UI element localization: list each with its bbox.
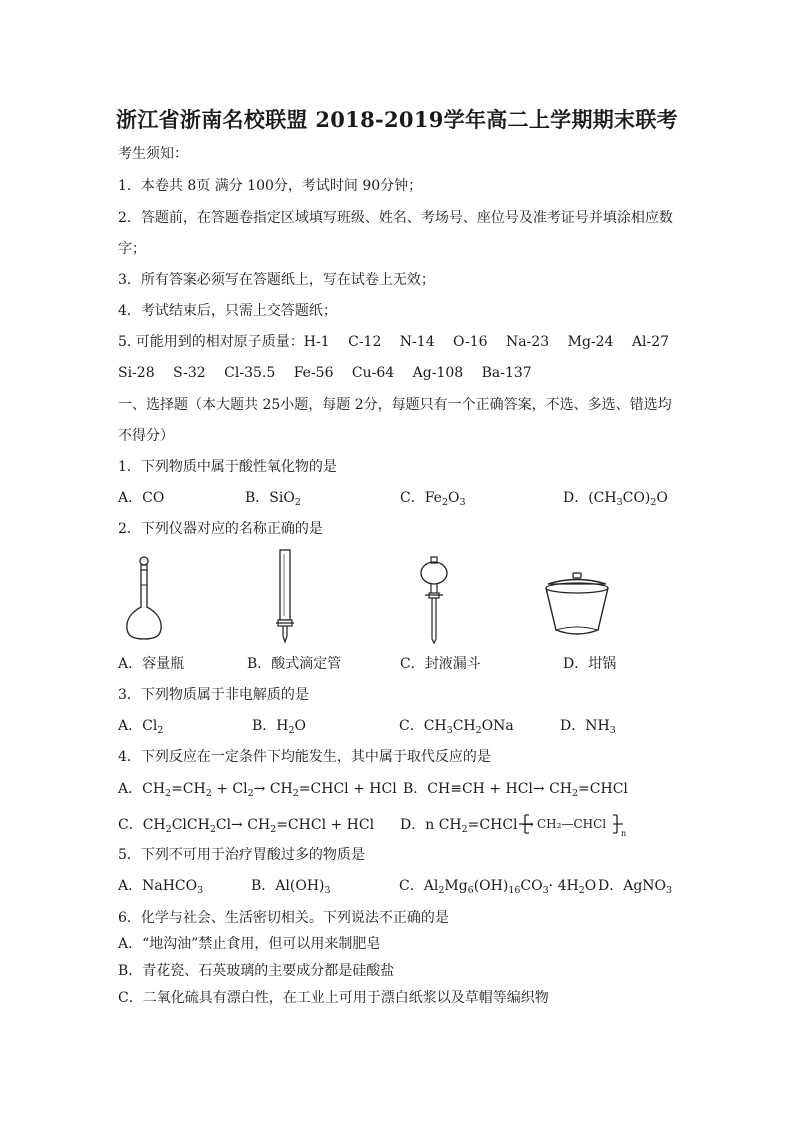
q2-option-c: C．封液漏斗: [400, 656, 481, 672]
notice-item-4: 4．考试结束后，只需上交答题纸；: [118, 303, 337, 319]
q5-option-d: D．AgNO$_3$: [598, 878, 673, 896]
polymer-repeat-unit: CH₂—CHCl: [537, 817, 607, 831]
notice-heading: 考生须知：: [118, 146, 188, 162]
q2-stem: 2．下列仪器对应的名称正确的是: [118, 521, 323, 537]
q1-option-d: D．$(CH_3CO)_2O$: [563, 490, 668, 508]
q1-option-a: A．CO: [118, 490, 165, 506]
q3-option-d: D．$NH_3$: [560, 718, 616, 736]
polymer-n: n: [621, 829, 627, 838]
q5-option-b: B．$Al(OH)_3$: [251, 878, 331, 896]
volumetric-flask-icon: [122, 555, 166, 641]
q3-stem: 3．下列物质属于非电解质的是: [118, 687, 309, 703]
q3-option-c: C．$CH_3CH_2ONa$: [399, 718, 514, 736]
notice-item-5: 5. 可能用到的相对原子质量：H-1 C-12 N-14 O-16 Na-23 Mg-24 Al-27: [118, 334, 670, 350]
exam-title: 浙江省浙南名校联盟 2018-2019学年高二上学期期末联考: [116, 107, 678, 132]
section-heading: 一、选择题（本大题共 25小题，每题 2分，每题只有一个正确答案，不选、多选、错选均: [118, 397, 672, 413]
q6-stem: 6．化学与社会、生活密切相关。下列说法不正确的是: [118, 910, 449, 926]
q2-option-d: D．坩锅: [563, 656, 617, 672]
q1-option-b: B．SiO$_2$: [245, 490, 301, 508]
q4-option-b: B．$CH\equiv CH + HCl\to CH_2=CHCl$: [403, 781, 628, 799]
q5-option-c: C．$Al_2Mg_6(OH)_{16}CO_3\cdot 4H_2O$: [399, 878, 597, 896]
q3-option-a: A．$Cl_2$: [118, 718, 164, 736]
q4-option-d: D．n $CH_2=CHCl$ →: [400, 817, 534, 835]
crucible-icon: [540, 572, 614, 638]
notice-item-5-cont: Si-28 S-32 Cl-35.5 Fe-56 Cu-64 Ag-108 Ba-137: [118, 365, 532, 381]
q1-stem: 1．下列物质中属于酸性氧化物的是: [118, 459, 337, 475]
q4-option-a: A．$CH_2=CH_2 + Cl_2\to$ $CH_2=CHCl$ + HCl: [118, 781, 397, 799]
q4-stem: 4．下列反应在一定条件下均能发生，其中属于取代反应的是: [118, 749, 491, 765]
notice-item-3: 3．所有答案必须写在答题纸上，写在试卷上无效；: [118, 272, 435, 288]
q1-option-c: C．$Fe_2O_3$: [400, 490, 466, 508]
notice-item-1: 1．本卷共 8页 满分 100分，考试时间 90分钟；: [118, 178, 423, 194]
polymer-bracket: [519, 810, 629, 838]
q5-option-a: A．NaHCO$_3$: [118, 878, 204, 896]
q6-option-a: A．“地沟油”禁止食用，但可以用来制肥皂: [118, 936, 381, 952]
q6-option-c: C．二氧化硫具有漂白性，在工业上可用于漂白纸浆以及草帽等编织物: [118, 990, 549, 1006]
notice-item-2: 2．答题前，在答题卷指定区域填写班级、姓名、考场号、座位号及准考证号并填涂相应数: [118, 210, 673, 226]
q3-option-b: B．$H_2O$: [252, 718, 307, 736]
q2-option-b: B．酸式滴定管: [247, 656, 342, 672]
section-heading-cont: 不得分）: [118, 428, 174, 444]
separatory-funnel-icon: [414, 555, 454, 645]
notice-item-2-cont: 字；: [118, 241, 146, 257]
q5-stem: 5．下列不可用于治疗胃酸过多的物质是: [118, 847, 365, 863]
q2-option-a: A．容量瓶: [118, 656, 185, 672]
burette-icon: [272, 548, 298, 644]
q4-option-c: C．$CH_2ClCH_2Cl\to$ $CH_2=CHCl$ + HCl: [118, 817, 375, 835]
q6-option-b: B．青花瓷、石英玻璃的主要成分都是硅酸盐: [118, 963, 395, 979]
